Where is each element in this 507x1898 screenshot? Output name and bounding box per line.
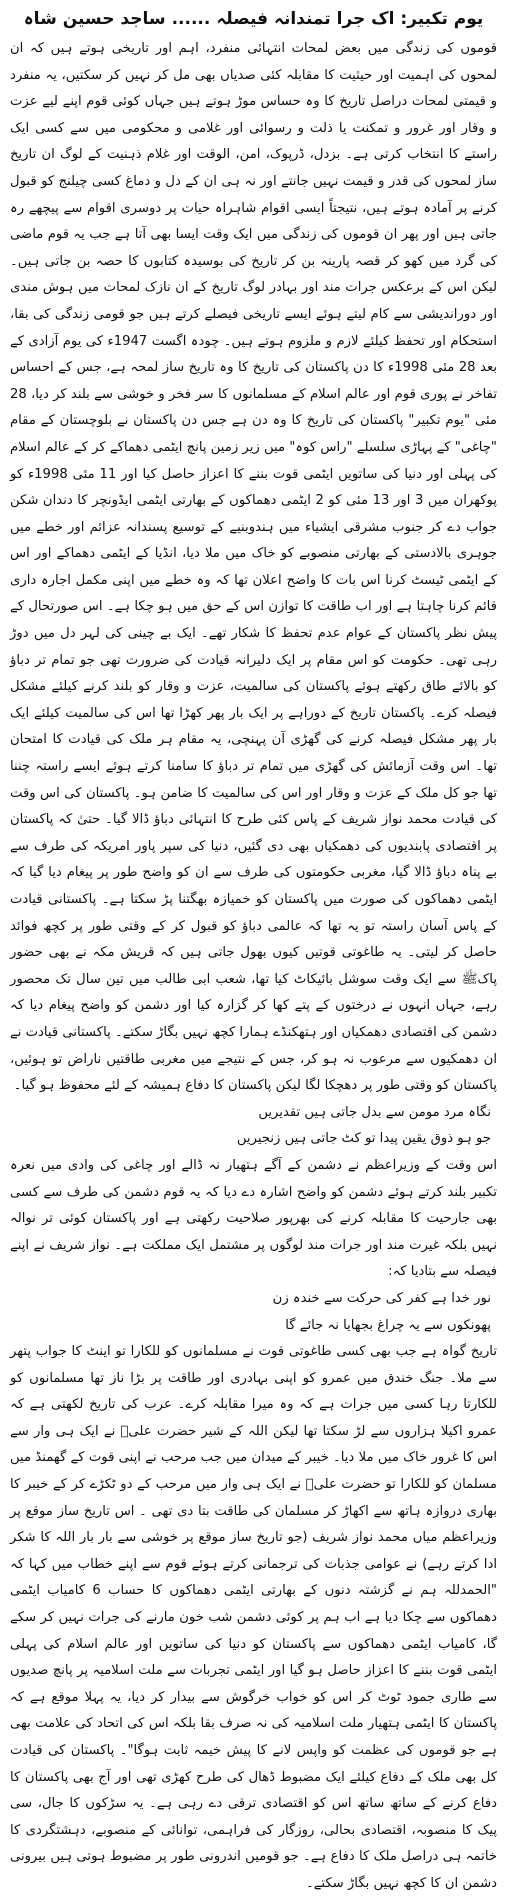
headline-separator: ...... <box>171 9 211 29</box>
verse-1 <box>10 1100 497 1153</box>
verse-1-line-1: نگاہ مرد مومن سے بدل جاتی ہیں تقدیریں <box>258 1104 491 1120</box>
body-paragraph-1: قوموں کی زندگی میں بعض لمحات انتہائی منفرد، اہم اور تاریخی ہوتے ہیں کہ ان لمحوں کی اہمیت اور حیثیت کا مقابلہ کئی صدیاں بھی مل کر نہیں کر سکتیں، یہ منفرد و قیمتی لمحات دراصل تاریخ کا وہ حساس موڑ ہوتے ہیں جہاں کوئی قوم اپنے لیے عزت و وقار اور غرور و تمکنت یا ذلت و رسوائی اور غلامی و محکومی میں سے کسی ایک راستے کا انتخاب کرتی ہے۔ بزدل، ڈرپوک، امن، الوقت اور غلام ذہنیت کے لوگ ان تاریخ ساز لمحوں کی قدر و قیمت نہیں جانتے اور نہ ہی ان کے دل و دماغ کسی چیلنج کو قبول کرنے پر آمادہ ہوتے ہیں، نتیجتاً ایسی اقوام شاہراہ حیات پر دوسری اقوام سے پیچھے رہ جاتی ہیں اور پھر ان قوموں کی زندگی میں ایک وقت ایسا بھی آتا ہے جب یہ قوم ماضی کی گرد میں کھو کر قصہ پارینہ بن کر تاریخ کی بوسیدہ کتابوں کا حصہ بن جاتی ہیں۔ لیکن اس کے برعکس جرات مند اور بہادر لوگ تاریخ کے ان نازک لمحات میں ہوش مندی اور دوراندیشی سے کام لیتے ہوئے ایسے تاریخی فیصلے کرتے ہیں جو قومی زندگی کی بقا، استحکام اور تحفظ کیلئے لازم و ملزوم ہوتے ہیں۔ چودہ اگست 1947ء کی یوم آزادی کے بعد 28 مئی 1998ء کا دن پاکستان کی تاریخ کا وہ تاریخ ساز لمحہ ہے، جس کے احساس تفاخر نے پوری قوم اور عالم اسلام کے مسلمانوں کا سر فخر و خوشی سے بلند کر دیا، 28 مئی "یوم تکبیر" پاکستان کی تاریخ کا وہ دن ہے جس دن پاکستان نے بلوچستان کے مقام "چاغی" کے پہاڑی سلسلے "راس کوہ" میں زیر زمین پانچ ایٹمی دھماکے کر کے عالم اسلام کی پہلی اور دنیا کی ساتویں ایٹمی قوت بننے کا اعزاز حاصل کیا اور 11 مئی 1998ء کو پوکھران میں 3 اور 13 مئی کو 2 ایٹمی دھماکوں کے بھارتی ایٹمی ایڈونچر کا دندان شکن جواب دے کر جنوب مشرقی ایشیاء میں ہندوبنیے کے توسیع پسندانہ عزائم اور خطے میں جوہری بالادستی کے بھارتی منصوبے کو خاک میں ملا دیا، انڈیا کے ایٹمی دھماکے اور اس کے ایٹمی ٹیسٹ کرنا اس بات کا واضح اعلان تھا کہ وہ خطے میں اپنی مکمل اجارہ داری قائم کرنا چاہتا ہے اور اب طاقت کا توازن اس کے حق میں ہو چکا ہے۔ اس صورتحال کے پیش نظر پاکستان کے عوام عدم تحفظ کا شکار تھے۔ ایک بے چینی کی لہر دل میں دوڑ رہی تھی۔ حکومت کو اس مقام پر ایک دلیرانہ قیادت کی ضرورت تھی جو تمام تر دباؤ کو بالائے طاق رکھتے ہوئے پاکستان کی سالمیت، عزت و وقار کو بلند کرنے کیلئے مشکل فیصلہ کرے۔ پاکستان تاریخ کے دوراہے پر ایک بار پھر کھڑا تھا اس کی سالمیت کیلئے ایک بار پھر مشکل فیصلہ کرنے کی گھڑی آن پہنچی، یہ مقام ہر ملک کی قیادت کا امتحان تھا۔ اس وقت آزمائش کی گھڑی میں تمام تر دباؤ کا سامنا کرتے ہوئے ایسے راستہ چننا تھا جو کل ملک کے عزت و وقار اور اس کی سالمیت کا ضامن ہو۔ پاکستان کی اس وقت کی قیادت محمد نواز شریف کے پاس کئی طرح کا انتہائی دباؤ ڈالا گیا۔ حتیٰ کہ پاکستان پر اقتصادی پابندیوں کی دھمکیاں بھی دی گئیں، دنیا کی سپر پاور امریکہ کی طرف سے بے پناہ دباؤ ڈالا گیا، مغربی حکومتوں کی طرف سے ان کو واضح طور پر پیغام دیا گیا کہ ایٹمی دھماکوں کی صورت میں پاکستان کو خمیازہ بھگتنا پڑ سکتا ہے۔ پاکستانی قیادت کے پاس آسان راستہ تو یہ تھا کہ عالمی دباؤ کو قبول کر کے وقتی طور پر کچھ فوائد حاصل کر لیتی۔ یہ طاغوتی قوتیں کیوں بھول جاتی ہیں کہ قریش مکہ نے بھی حضور پاکﷺ سے ایک وقت سوشل بائیکاٹ کیا تھا، شعب ابی طالب میں تین سال تک محصور رہے، جہاں انہوں نے درختوں کے پتے کھا کر گزارہ کیا اور دشمن کو واضح پیغام دیا کہ دشمن کی اقتصادی دھمکیاں اور ہتھکنڈے ہمارا کچھ نہیں بگاڑ سکتے۔ پاکستانی قیادت نے ان دھمکیوں سے مرعوب نہ ہو کر، جس کے نتیجے میں مغربی طاقتیں ناراض تو ہوئیں، پاکستان کو وقتی طور پر دھچکا لگا لیکن پاکستان کا دفاع ہمیشہ کے لئے محفوظ ہو گیا۔ <box>10 41 498 1094</box>
headline <box>10 4 497 34</box>
body-paragraph-3: تاریخ گواہ ہے جب بھی کسی طاغوتی قوت نے مسلمانوں کو للکارا تو اینٹ کا جواب پتھر سے ملا۔ جنگ خندق میں عمرو کو اپنی بہادری اور طاقت پر بڑا ناز تھا مسلمانوں کو للکارتا رہا کسی میں جرات ہے کہ وہ میرا مقابلہ کرے۔ عرب کی تاریخ لکھتی ہے کہ عمرو اکیلا ہزاروں سے لڑ سکتا تھا لیکن اللہ کے شیر حضرت علیؓ نے ایک ہی وار سے اس کا غرور خاک میں ملا دیا۔ خیبر کے میدان میں جب مرحب نے اپنی قوت کے گھمنڈ میں مسلمان کو للکارا تو حضرت علیؓ نے ایک ہی وار میں مرحب کے دو ٹکڑے کر کے خیبر کا بھاری دروازہ ہاتھ سے اکھاڑ کر مسلمان کی طاقت بتا دی تھی ۔ اس تاریخ ساز موقع پر وزیراعظم میاں محمد نواز شریف (جو تاریخ ساز موقع پر خوشی سے بار بار اللہ کا شکر ادا کرتے رہے) نے عوامی جذبات کی ترجمانی کرتے ہوئے قوم سے اپنے خطاب میں کہا کہ "الحمدللہ ہم نے گزشتہ دنوں کے بھارتی ایٹمی دھماکوں کا حساب 6 کامیاب ایٹمی دھماکوں سے چکا دیا ہے اب ہم پر کوئی دشمن شب خون مارنے کی جرات نہیں کر سکے گا، کامیاب ایٹمی دھماکوں سے پاکستان کو دنیا کی ساتویں اور عالم اسلام کی پہلی ایٹمی قوت بننے کا اعزاز حاصل ہو گیا اور ایٹمی تجربات سے ملت اسلامیہ پر پانچ صدیوں سے طاری جمود ٹوٹ کر اس کو خواب خرگوش سے بیدار کر دیا، یہ پہلا موقع ہے کہ پاکستان کا ایٹمی ہتھیار ملت اسلامیہ کی نہ صرف بقا بلکہ اس کی اتحاد کی علامت بھی ہے جو قوموں کی عظمت کو واپس لانے کا پیش خیمہ ثابت ہوگا"۔ پاکستان کی قیادت کل بھی ملک کے دفاع کیلئے ایک مضبوط ڈھال کی طرح کھڑی تھی اور آج بھی پاکستان کا دفاع کرنے کے ساتھ ساتھ اس کو اقتصادی ترقی دے رہی ہے۔ یہ سڑکوں کا جال، سی پیک کا منصوبہ، اقتصادی بحالی، روزگار کی فراہمی، توانائی کے منصوبے، دہشتگردی کا خاتمہ ہی دراصل ملک کا دفاع ہے۔ جو قومیں اندرونی طور پر مضبوط ہوتی ہیں بیرونی دشمن ان کا کچھ نہیں بگاڑ سکتے۔ <box>10 1344 497 1891</box>
headline-author: ساجد حسین شاہ <box>23 9 166 29</box>
headline-title: یوم تکبیر: اک جرا تمندانہ فیصلہ <box>216 9 484 29</box>
verse-2 <box>10 1286 497 1339</box>
verse-2-line-1: نور خدا ہے کفر کی حرکت سے خندہ زن <box>272 1290 491 1306</box>
verse-1-line-2: جو ہو ذوق یقین پیدا تو کٹ جاتی ہیں زنجیریں <box>236 1131 491 1147</box>
verse-2-line-2: پھونکوں سے یہ چراغ بجھایا نہ جائے گا <box>285 1317 491 1333</box>
body-paragraph-2: اس وقت کے وزیراعظم نے دشمن کے آگے ہتھیار نہ ڈالے اور چاغی کی وادی میں نعرہ تکبیر بلند کرتے ہوئے دشمن کو واضح اشارہ دے دیا کہ یہ قوم دشمن کی طرف سے کسی بھی جارحیت کا مقابلہ کرنے کی بھرپور صلاحیت رکھتی ہے اور پاکستان کوئی تر نوالہ نہیں بلکہ غیرت مند اور جرات مند لوگوں پر مشتمل ایک مملکت ہے۔ نواز شریف نے اپنے فیصلہ سے بتادیا کہ: <box>10 1157 497 1280</box>
